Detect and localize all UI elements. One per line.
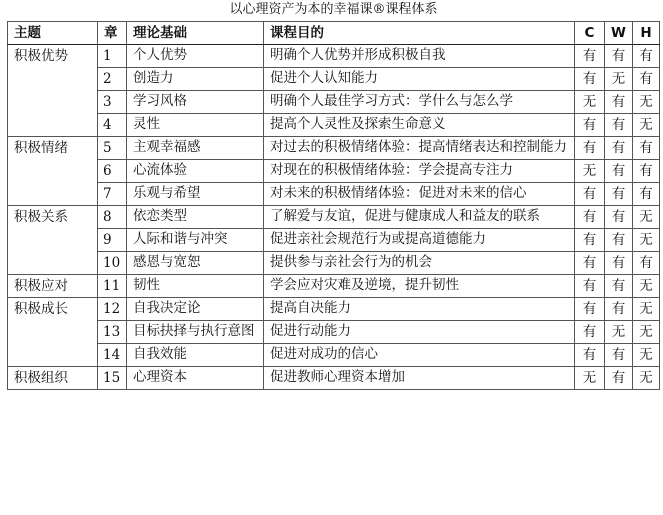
goal-cell: 促进行动能力 bbox=[264, 321, 575, 344]
basis-cell: 心理资本 bbox=[127, 367, 264, 390]
flag-h-cell: 无 bbox=[633, 91, 660, 114]
basis-cell: 自我决定论 bbox=[127, 298, 264, 321]
chapter-cell: 2 bbox=[98, 68, 127, 91]
table-row bbox=[8, 91, 660, 114]
chapter-cell: 5 bbox=[98, 137, 127, 160]
flag-h-cell: 有 bbox=[633, 68, 660, 91]
chapter-cell: 15 bbox=[98, 367, 127, 390]
flag-w-cell: 有 bbox=[605, 160, 633, 183]
flag-h-cell: 有 bbox=[633, 252, 660, 275]
flag-w-cell: 有 bbox=[605, 275, 633, 298]
goal-cell: 明确个人最佳学习方式：学什么与怎么学 bbox=[264, 91, 575, 114]
flag-c-cell: 有 bbox=[575, 45, 605, 68]
flag-w-cell: 有 bbox=[605, 229, 633, 252]
flag-c-cell: 有 bbox=[575, 183, 605, 206]
table-row bbox=[8, 45, 660, 68]
goal-cell: 明确个人优势并形成积极自我 bbox=[264, 45, 575, 68]
flag-w-cell: 有 bbox=[605, 252, 633, 275]
header-chapter: 章 bbox=[98, 22, 127, 45]
basis-cell: 主观幸福感 bbox=[127, 137, 264, 160]
flag-w-cell: 有 bbox=[605, 183, 633, 206]
flag-c-cell: 有 bbox=[575, 298, 605, 321]
table-row bbox=[8, 183, 660, 206]
flag-w-cell: 有 bbox=[605, 114, 633, 137]
flag-w-cell: 有 bbox=[605, 367, 633, 390]
flag-w-cell: 无 bbox=[605, 321, 633, 344]
goal-cell: 提高个人灵性及探索生命意义 bbox=[264, 114, 575, 137]
goal-cell: 对过去的积极情绪体验：提高情绪表达和控制能力 bbox=[264, 137, 575, 160]
goal-cell: 促进亲社会规范行为或提高道德能力 bbox=[264, 229, 575, 252]
basis-cell: 乐观与希望 bbox=[127, 183, 264, 206]
theme-cell: 积极优势 bbox=[8, 45, 98, 137]
flag-w-cell: 有 bbox=[605, 206, 633, 229]
flag-h-cell: 有 bbox=[633, 183, 660, 206]
basis-cell: 灵性 bbox=[127, 114, 264, 137]
flag-w-cell: 无 bbox=[605, 68, 633, 91]
flag-h-cell: 有 bbox=[633, 160, 660, 183]
theme-cell: 积极关系 bbox=[8, 206, 98, 275]
flag-c-cell: 有 bbox=[575, 114, 605, 137]
table-row bbox=[8, 344, 660, 367]
flag-c-cell: 无 bbox=[575, 160, 605, 183]
table-row bbox=[8, 367, 660, 390]
chapter-cell: 13 bbox=[98, 321, 127, 344]
goal-cell: 对现在的积极情绪体验：学会提高专注力 bbox=[264, 160, 575, 183]
basis-cell: 依恋类型 bbox=[127, 206, 264, 229]
basis-cell: 个人优势 bbox=[127, 45, 264, 68]
flag-c-cell: 无 bbox=[575, 367, 605, 390]
flag-w-cell: 有 bbox=[605, 344, 633, 367]
flag-c-cell: 有 bbox=[575, 68, 605, 91]
header-theme: 主题 bbox=[8, 22, 98, 45]
table-row bbox=[8, 114, 660, 137]
chapter-cell: 1 bbox=[98, 45, 127, 68]
chapter-cell: 4 bbox=[98, 114, 127, 137]
theme-cell: 积极情绪 bbox=[8, 137, 98, 206]
flag-h-cell: 有 bbox=[633, 45, 660, 68]
goal-cell: 了解爱与友谊，促进与健康成人和益友的联系 bbox=[264, 206, 575, 229]
header-goal: 课程目的 bbox=[264, 22, 575, 45]
chapter-cell: 12 bbox=[98, 298, 127, 321]
table-row bbox=[8, 252, 660, 275]
curriculum-table bbox=[7, 21, 660, 390]
basis-cell: 创造力 bbox=[127, 68, 264, 91]
goal-cell: 提供参与亲社会行为的机会 bbox=[264, 252, 575, 275]
goal-cell: 对未来的积极情绪体验：促进对未来的信心 bbox=[264, 183, 575, 206]
flag-c-cell: 有 bbox=[575, 275, 605, 298]
table-body bbox=[8, 45, 660, 390]
table-row bbox=[8, 229, 660, 252]
goal-cell: 学会应对灾难及逆境，提升韧性 bbox=[264, 275, 575, 298]
flag-c-cell: 有 bbox=[575, 252, 605, 275]
chapter-cell: 14 bbox=[98, 344, 127, 367]
theme-cell: 积极应对 bbox=[8, 275, 98, 298]
flag-h-cell: 无 bbox=[633, 321, 660, 344]
basis-cell: 人际和谐与冲突 bbox=[127, 229, 264, 252]
flag-c-cell: 有 bbox=[575, 321, 605, 344]
flag-h-cell: 无 bbox=[633, 229, 660, 252]
flag-c-cell: 有 bbox=[575, 344, 605, 367]
table-row bbox=[8, 206, 660, 229]
basis-cell: 心流体验 bbox=[127, 160, 264, 183]
chapter-cell: 8 bbox=[98, 206, 127, 229]
table-row bbox=[8, 137, 660, 160]
flag-w-cell: 有 bbox=[605, 91, 633, 114]
header-basis: 理论基础 bbox=[127, 22, 264, 45]
table-row bbox=[8, 298, 660, 321]
flag-h-cell: 有 bbox=[633, 137, 660, 160]
flag-c-cell: 有 bbox=[575, 206, 605, 229]
chapter-cell: 10 bbox=[98, 252, 127, 275]
goal-cell: 促进个人认知能力 bbox=[264, 68, 575, 91]
basis-cell: 自我效能 bbox=[127, 344, 264, 367]
header-h: H bbox=[633, 22, 660, 45]
chapter-cell: 6 bbox=[98, 160, 127, 183]
basis-cell: 学习风格 bbox=[127, 91, 264, 114]
table-row bbox=[8, 321, 660, 344]
flag-h-cell: 无 bbox=[633, 275, 660, 298]
flag-h-cell: 无 bbox=[633, 367, 660, 390]
chapter-cell: 7 bbox=[98, 183, 127, 206]
basis-cell: 韧性 bbox=[127, 275, 264, 298]
chapter-cell: 3 bbox=[98, 91, 127, 114]
header-row bbox=[8, 22, 660, 45]
goal-cell: 促进对成功的信心 bbox=[264, 344, 575, 367]
table-row bbox=[8, 160, 660, 183]
header-w: W bbox=[605, 22, 633, 45]
flag-w-cell: 有 bbox=[605, 45, 633, 68]
flag-h-cell: 无 bbox=[633, 298, 660, 321]
flag-h-cell: 无 bbox=[633, 206, 660, 229]
flag-w-cell: 有 bbox=[605, 298, 633, 321]
goal-cell: 提高自决能力 bbox=[264, 298, 575, 321]
header-c: C bbox=[575, 22, 605, 45]
table-row bbox=[8, 275, 660, 298]
table-caption: 以心理资产为本的幸福课®课程体系 bbox=[229, 2, 438, 17]
flag-c-cell: 有 bbox=[575, 137, 605, 160]
basis-cell: 目标抉择与执行意图 bbox=[127, 321, 264, 344]
flag-c-cell: 有 bbox=[575, 229, 605, 252]
chapter-cell: 11 bbox=[98, 275, 127, 298]
basis-cell: 感恩与宽恕 bbox=[127, 252, 264, 275]
flag-c-cell: 无 bbox=[575, 91, 605, 114]
flag-h-cell: 无 bbox=[633, 114, 660, 137]
goal-cell: 促进教师心理资本增加 bbox=[264, 367, 575, 390]
theme-cell: 积极组织 bbox=[8, 367, 98, 390]
theme-cell: 积极成长 bbox=[8, 298, 98, 367]
flag-h-cell: 无 bbox=[633, 344, 660, 367]
table-row bbox=[8, 68, 660, 91]
chapter-cell: 9 bbox=[98, 229, 127, 252]
flag-w-cell: 有 bbox=[605, 137, 633, 160]
